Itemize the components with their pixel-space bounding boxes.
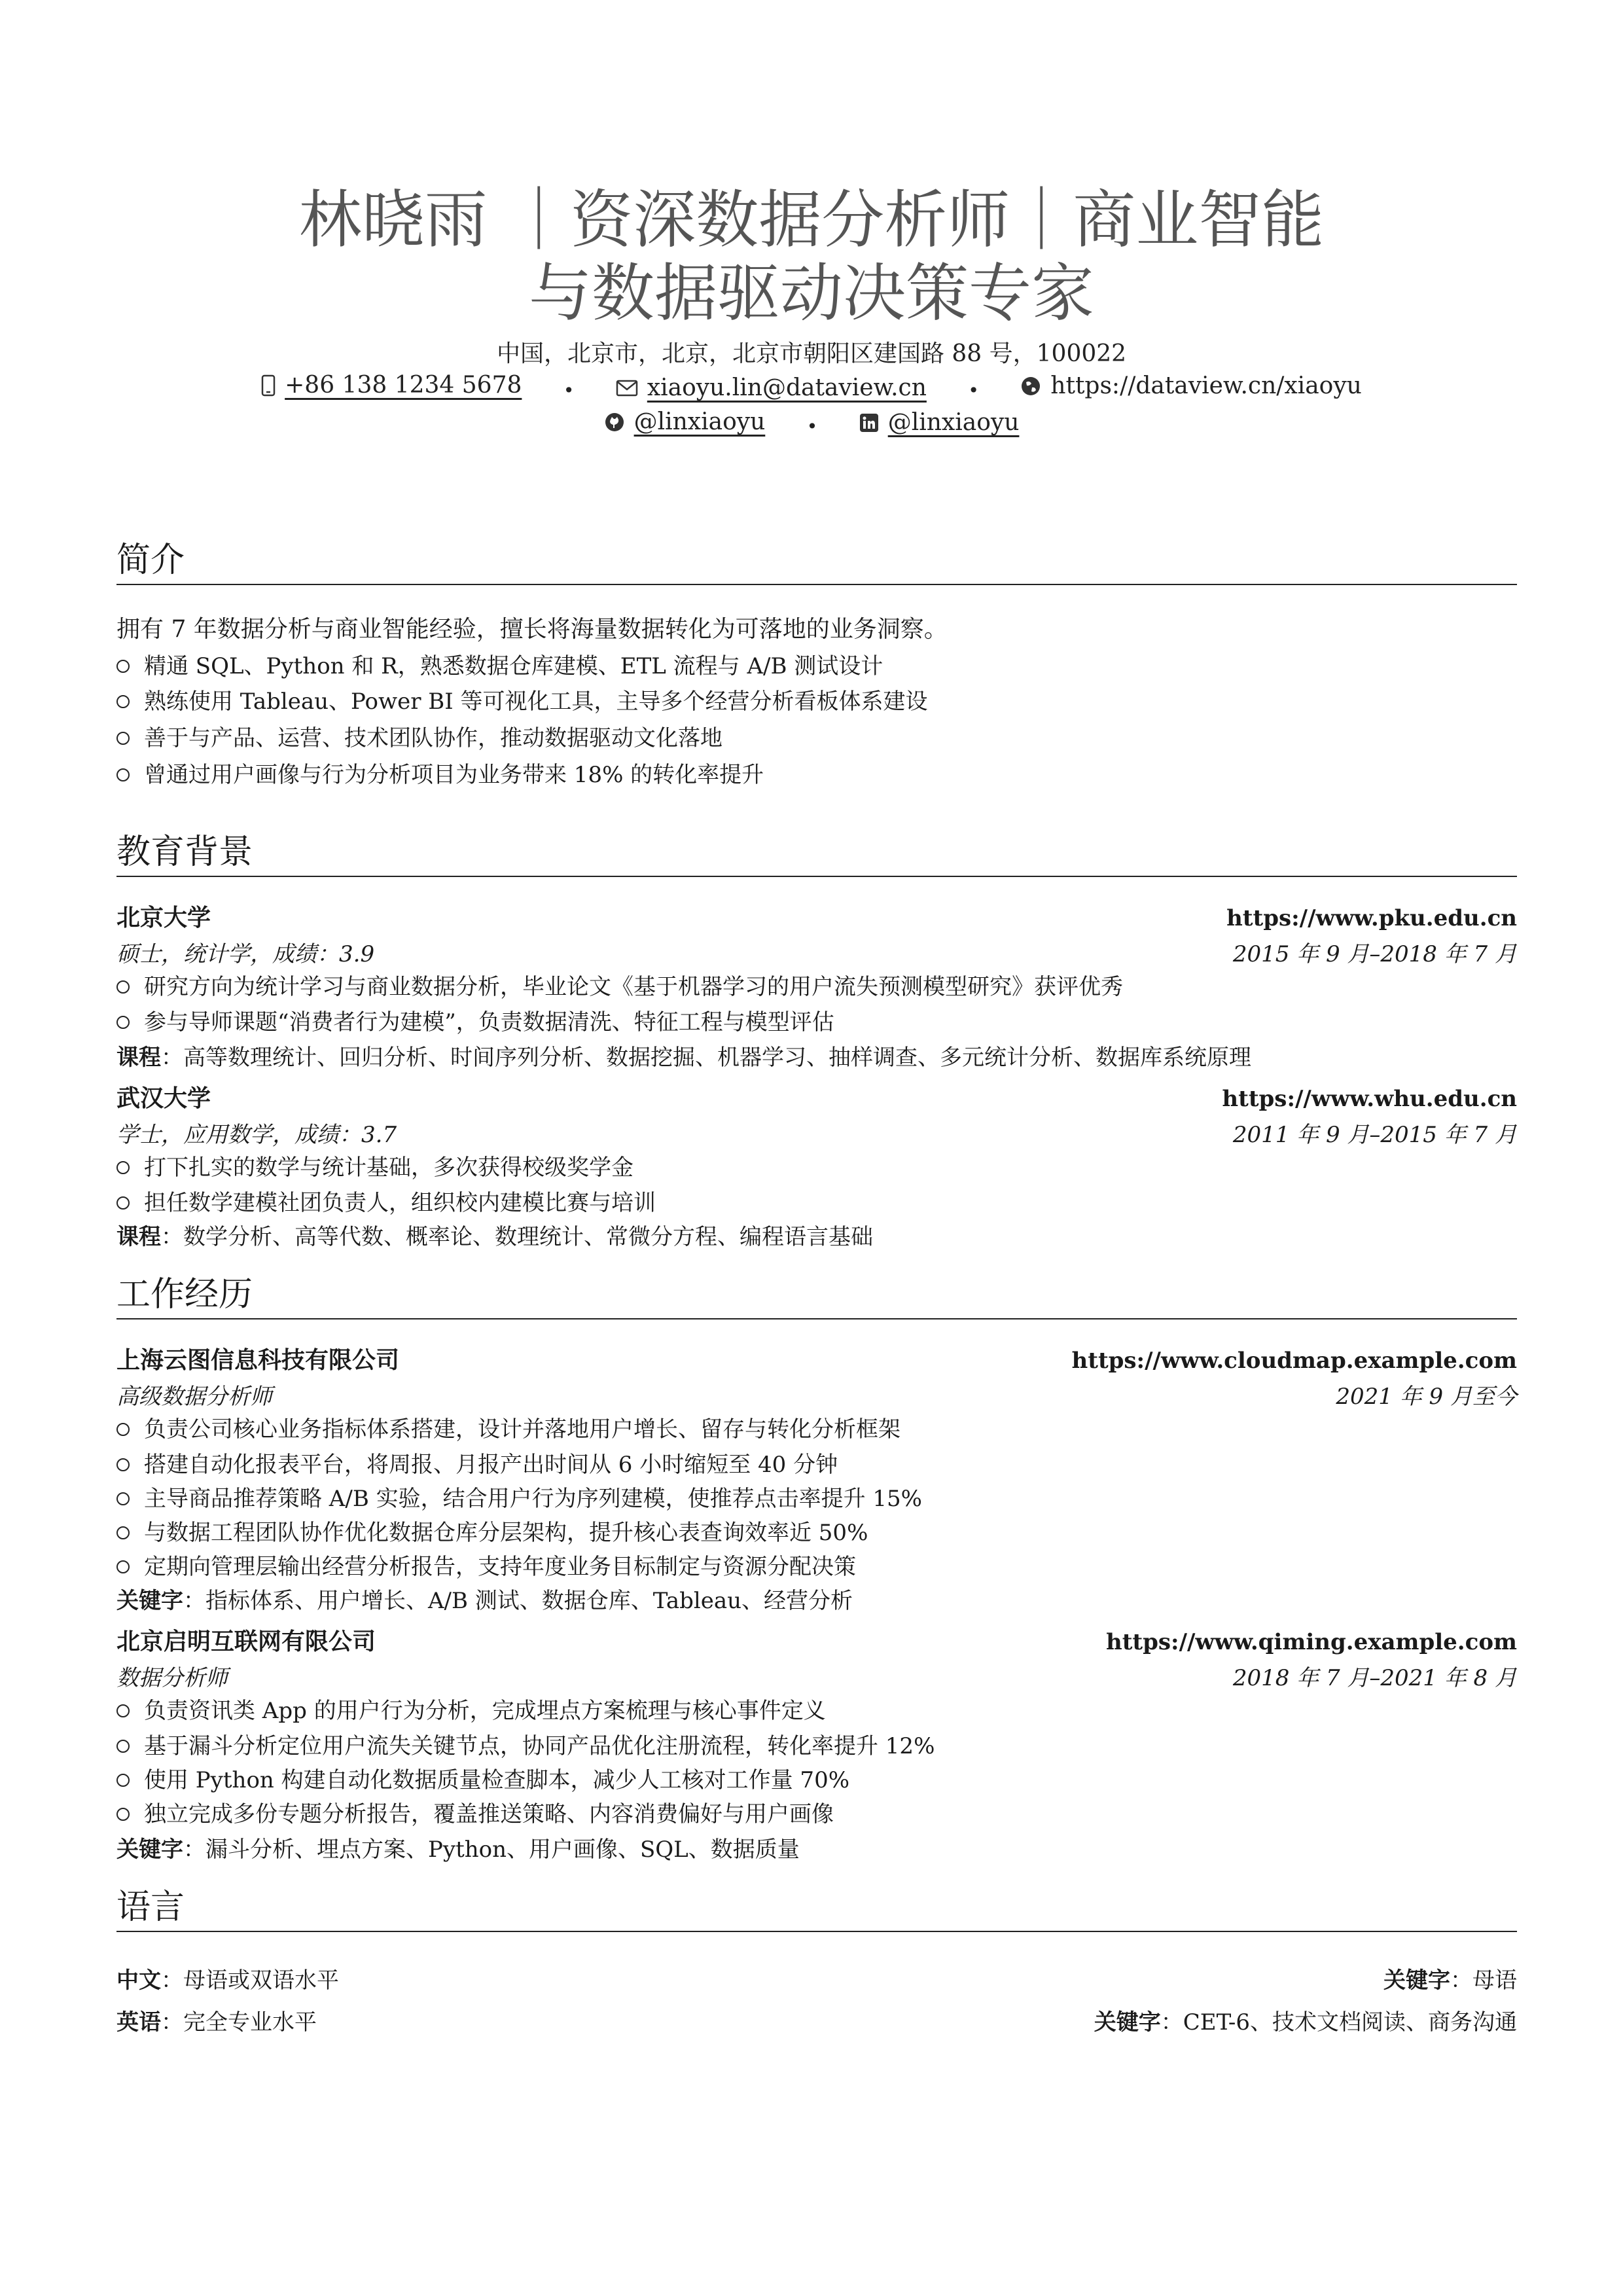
school-name: 北京大学 bbox=[116, 905, 211, 931]
bullet-icon bbox=[116, 1423, 130, 1436]
separator: • bbox=[806, 416, 818, 437]
experience-bullet: 负责公司核心业务指标体系搭建，设计并落地用户增长、留存与转化分析框架 bbox=[116, 1415, 1517, 1444]
email-link[interactable]: xiaoyu.lin@dataview.cn bbox=[647, 374, 927, 401]
experience-bullet: 负责资讯类 App 的用户行为分析，完成埋点方案梳理与核心事件定义 bbox=[116, 1696, 1517, 1725]
bullet-icon bbox=[116, 1704, 130, 1717]
bullet-icon bbox=[116, 1808, 130, 1821]
experience-entry-subheader bbox=[116, 1660, 1517, 1692]
degree: 硕士，统计学，成绩：3.9 bbox=[116, 941, 375, 967]
bullet-icon bbox=[116, 1161, 130, 1174]
section-title-summary: 简介 bbox=[116, 541, 1517, 585]
keywords: 关键字：漏斗分析、埋点方案、Python、用户画像、SQL、数据质量 bbox=[116, 1837, 800, 1863]
bullet-icon bbox=[116, 1016, 130, 1029]
bullet-icon bbox=[116, 1774, 130, 1787]
summary-bullet: 精通 SQL、Python 和 R，熟悉数据仓库建模、ETL 流程与 A/B 测试设计 bbox=[116, 652, 1517, 681]
education-entry-subheader bbox=[116, 936, 1517, 968]
language-keywords: ：CET-6、技术文档阅读、商务沟通 bbox=[1160, 2009, 1517, 2036]
education-bullet: 研究方向为统计学习与商业数据分析，毕业论文《基于机器学习的用户流失预测模型研究》获评优秀 bbox=[116, 973, 1517, 1001]
dates: 2021 年 9 月至今 bbox=[1336, 1384, 1517, 1410]
experience-bullet: 主导商品推荐策略 A/B 实验，结合用户行为序列建模，使推荐点击率提升 15% bbox=[116, 1484, 1517, 1513]
address: 中国，北京市，北京，北京市朝阳区建国路 88 号，100022 bbox=[496, 340, 1127, 367]
linkedin-link[interactable]: @linxiaoyu bbox=[887, 409, 1020, 436]
summary-bullet: 熟练使用 Tableau、Power BI 等可视化工具，主导多个经营分析看板体系建设 bbox=[116, 687, 1517, 716]
separator: • bbox=[563, 380, 575, 401]
bullet-icon bbox=[116, 732, 130, 745]
email-contact bbox=[616, 374, 927, 401]
experience-entry-header bbox=[116, 1623, 1517, 1657]
bullet-icon bbox=[116, 1740, 130, 1753]
courses: 课程：数学分析、高等代数、概率论、数理统计、常微分方程、编程语言基础 bbox=[116, 1224, 873, 1250]
name-title-line-2: 与数据驱动决策专家 bbox=[529, 257, 1094, 330]
experience-bullet: 与数据工程团队协作优化数据仓库分层架构，提升核心表查询效率近 50% bbox=[116, 1518, 1517, 1547]
education-bullet: 打下扎实的数学与统计基础，多次获得校级奖学金 bbox=[116, 1153, 1517, 1182]
summary-bullet: 曾通过用户画像与行为分析项目为业务带来 18% 的转化率提升 bbox=[116, 761, 1517, 789]
github-contact bbox=[604, 408, 766, 435]
section-title-education: 教育背景 bbox=[116, 833, 1517, 877]
dates: 2018 年 7 月–2021 年 8 月 bbox=[1232, 1665, 1517, 1691]
experience-entry-header bbox=[116, 1342, 1517, 1375]
github-link[interactable]: @linxiaoyu bbox=[633, 408, 766, 435]
github-icon bbox=[604, 412, 625, 433]
bullet-icon bbox=[116, 1560, 130, 1573]
section-title-languages: 语言 bbox=[116, 1888, 1517, 1932]
school-url[interactable]: https://www.whu.edu.cn bbox=[1222, 1086, 1517, 1112]
bullet-icon bbox=[116, 1458, 130, 1471]
bullet-icon bbox=[116, 768, 130, 781]
name-and-title bbox=[0, 183, 1623, 330]
experience-bullet: 定期向管理层输出经营分析报告，支持年度业务目标制定与资源分配决策 bbox=[116, 1552, 1517, 1581]
contact-row-1 bbox=[0, 372, 1623, 403]
contact-row-2 bbox=[0, 408, 1623, 439]
summary-intro: 拥有 7 年数据分析与商业智能经验，擅长将海量数据转化为可落地的业务洞察。 bbox=[116, 616, 948, 643]
education-entry-header bbox=[116, 899, 1517, 933]
language-entry: 英语：完全专业水平 关键字：CET-6、技术文档阅读、商务沟通 bbox=[116, 2009, 1517, 2036]
language-level: ：完全专业水平 bbox=[161, 2009, 317, 2036]
section-title-experience: 工作经历 bbox=[116, 1275, 1517, 1319]
website-link[interactable]: https://dataview.cn/xiaoyu bbox=[1050, 372, 1362, 399]
phone-contact bbox=[261, 372, 522, 399]
company-url[interactable]: https://www.cloudmap.example.com bbox=[1071, 1348, 1517, 1374]
language-keywords: ：母语 bbox=[1450, 1967, 1517, 1994]
school-name: 武汉大学 bbox=[116, 1085, 211, 1112]
education-bullet: 参与导师课题“消费者行为建模”，负责数据清洗、特征工程与模型评估 bbox=[116, 1008, 1517, 1037]
bullet-icon bbox=[116, 695, 130, 708]
company-name: 北京启明互联网有限公司 bbox=[116, 1628, 376, 1655]
bullet-icon bbox=[116, 1196, 130, 1210]
language-level: ：母语或双语水平 bbox=[161, 1967, 339, 1994]
language-name: 中文 bbox=[116, 1967, 161, 1994]
linkedin-icon bbox=[859, 413, 879, 433]
education-entry-header bbox=[116, 1080, 1517, 1113]
mail-icon bbox=[616, 380, 638, 397]
role: 数据分析师 bbox=[116, 1665, 228, 1691]
dates: 2011 年 9 月–2015 年 7 月 bbox=[1232, 1122, 1517, 1148]
bullet-icon bbox=[116, 1492, 130, 1505]
experience-entry-subheader bbox=[116, 1378, 1517, 1410]
keywords: 关键字：指标体系、用户增长、A/B 测试、数据仓库、Tableau、经营分析 bbox=[116, 1588, 853, 1614]
website-contact bbox=[1020, 372, 1362, 399]
experience-bullet: 基于漏斗分析定位用户流失关键节点，协同产品优化注册流程，转化率提升 12% bbox=[116, 1732, 1517, 1761]
globe-icon bbox=[1020, 376, 1041, 397]
school-url[interactable]: https://www.pku.edu.cn bbox=[1226, 905, 1517, 931]
phone-link[interactable]: +86 138 1234 5678 bbox=[285, 372, 522, 399]
summary-bullet: 善于与产品、运营、技术团队协作，推动数据驱动文化落地 bbox=[116, 724, 1517, 753]
bullet-icon bbox=[116, 660, 130, 673]
name-title-line-1: 林晓雨 ｜资深数据分析师｜商业智能 bbox=[298, 183, 1325, 257]
experience-bullet: 独立完成多份专题分析报告，覆盖推送策略、内容消费偏好与用户画像 bbox=[116, 1800, 1517, 1829]
education-bullet: 担任数学建模社团负责人，组织校内建模比赛与培训 bbox=[116, 1189, 1517, 1217]
separator: • bbox=[968, 380, 979, 401]
degree: 学士，应用数学，成绩：3.7 bbox=[116, 1122, 397, 1148]
company-name: 上海云图信息科技有限公司 bbox=[116, 1347, 400, 1374]
education-entry-subheader bbox=[116, 1117, 1517, 1149]
experience-bullet: 搭建自动化报表平台，将周报、月报产出时间从 6 小时缩短至 40 分钟 bbox=[116, 1450, 1517, 1479]
language-name: 英语 bbox=[116, 2009, 161, 2036]
bullet-icon bbox=[116, 1526, 130, 1539]
company-url[interactable]: https://www.qiming.example.com bbox=[1106, 1629, 1517, 1655]
language-entry: 中文：母语或双语水平 关键字：母语 bbox=[116, 1967, 1517, 1994]
bullet-icon bbox=[116, 980, 130, 994]
courses: 课程：高等数理统计、回归分析、时间序列分析、数据挖掘、机器学习、抽样调查、多元统计分析、数据库系统原理 bbox=[116, 1045, 1251, 1071]
experience-bullet: 使用 Python 构建自动化数据质量检查脚本，减少人工核对工作量 70% bbox=[116, 1766, 1517, 1795]
phone-icon bbox=[261, 374, 276, 397]
role: 高级数据分析师 bbox=[116, 1384, 272, 1410]
dates: 2015 年 9 月–2018 年 7 月 bbox=[1232, 941, 1517, 967]
linkedin-contact bbox=[859, 409, 1020, 436]
